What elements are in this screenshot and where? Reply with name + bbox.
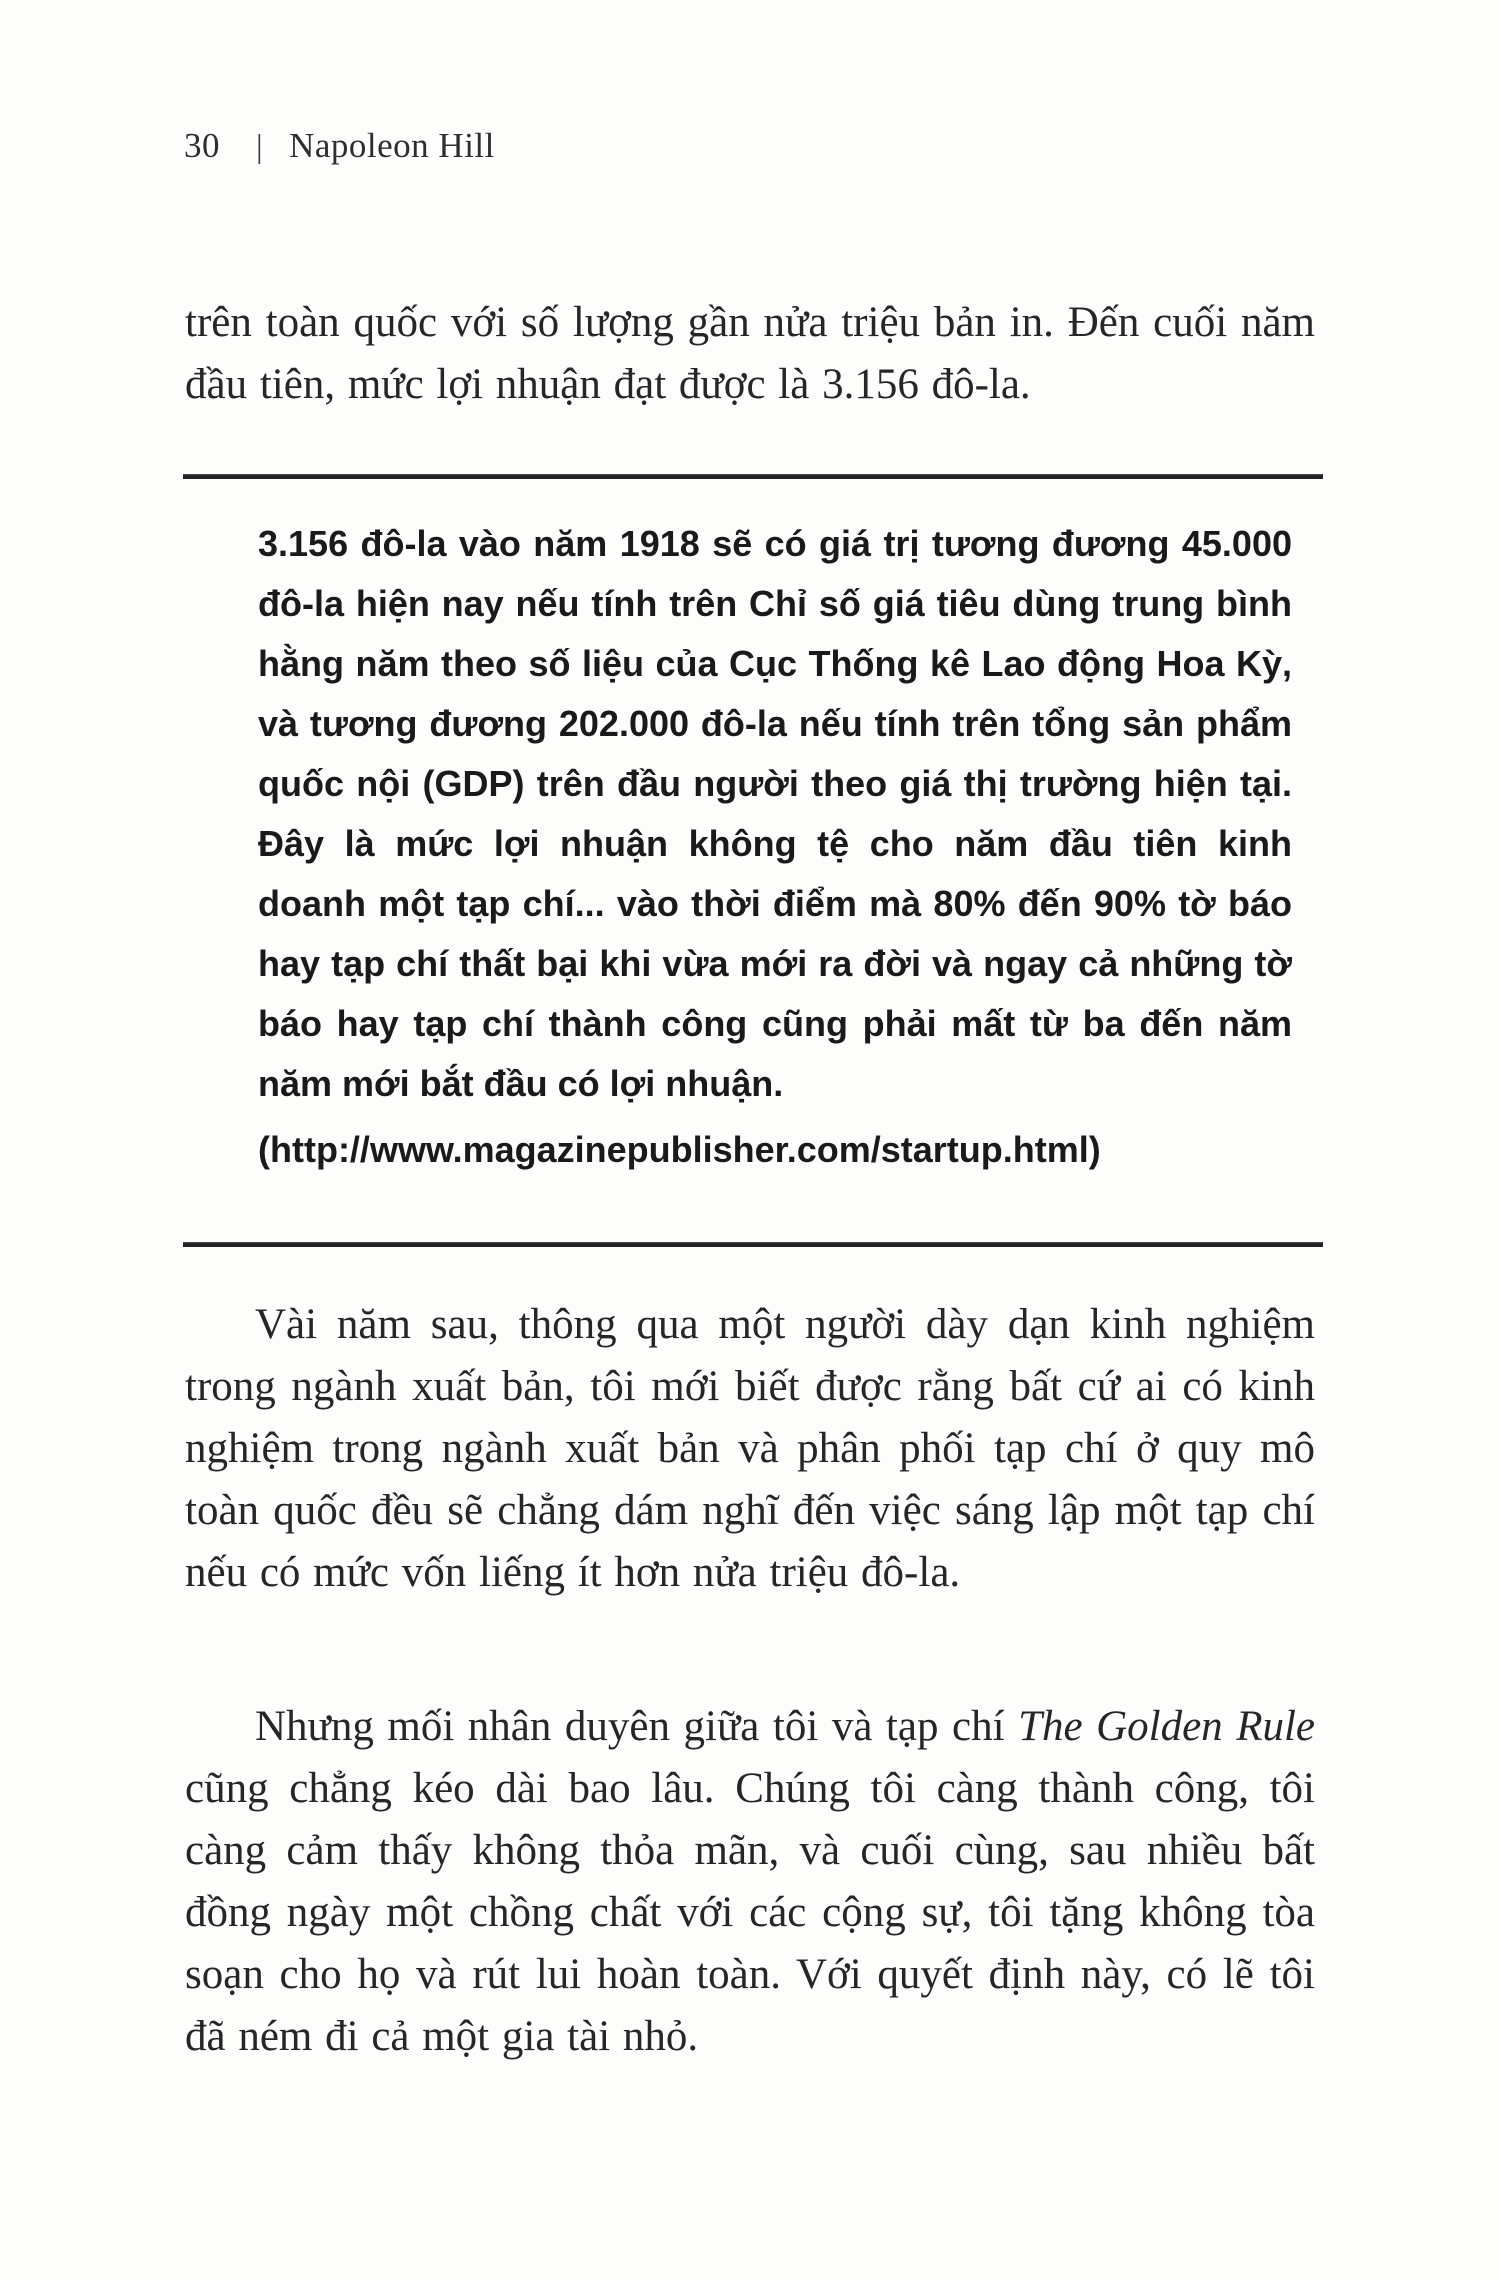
- paragraph-3-before-italic: Nhưng mối nhân duyên giữa tôi và tạp chí: [255, 1703, 1019, 1750]
- divider-bottom: [183, 1242, 1323, 1247]
- divider-top: [183, 474, 1323, 479]
- header-separator: |: [256, 129, 264, 165]
- running-header: [184, 126, 495, 166]
- book-title-italic: The Golden Rule: [1018, 1703, 1316, 1750]
- note-source-url: (http://www.magazinepublisher.com/startup.html): [258, 1129, 1101, 1170]
- paragraph-2: Vài năm sau, thông qua một người dày dạn kinh nghiệm trong ngành xuất bản, tôi mới biết được rằng bất cứ ai có kinh nghiệm trong ngành xuất bản và phân phối tạp chí ở quy mô toàn quốc đều sẽ chẳng dám nghĩ đến việc sáng lập một tạp chí nếu có mức vốn liếng ít hơn nửa triệu đô-la.: [185, 1301, 1315, 1596]
- paragraph-3: [185, 1696, 1315, 2068]
- note-block: [258, 514, 1292, 1180]
- paragraph-3-after-italic: cũng chẳng kéo dài bao lâu. Chúng tôi càng thành công, tôi càng cảm thấy không thỏa mãn, và cuối cùng, sau nhiều bất đồng ngày một chồng chất với các cộng sự, tôi tặng không tòa soạn cho họ và rút lui hoàn toàn. Với quyết định này, có lẽ tôi đã ném đi cả một gia tài nhỏ.: [185, 1765, 1315, 2060]
- note-text: 3.156 đô-la vào năm 1918 sẽ có giá trị tương đương 45.000 đô-la hiện nay nếu tính trên Chỉ số giá tiêu dùng trung bình hằng năm theo số liệu của Cục Thống kê Lao động Hoa Kỳ, và tương đương 202.000 đô-la nếu tính trên tổng sản phẩm quốc nội (GDP) trên đầu người theo giá thị trường hiện tại. Đây là mức lợi nhuận không tệ cho năm đầu tiên kinh doanh một tạp chí... vào thời điểm mà 80% đến 90% tờ báo hay tạp chí thất bại khi vừa mới ra đời và ngay cả những tờ báo hay tạp chí thành công cũng phải mất từ ba đến năm năm mới bắt đầu có lợi nhuận.: [258, 523, 1292, 1104]
- paragraph-1: trên toàn quốc với số lượng gần nửa triệu bản in. Đến cuối năm đầu tiên, mức lợi nhuận đạt được là 3.156 đô-la.: [185, 299, 1315, 408]
- page-number: 30: [184, 126, 220, 165]
- running-title: Napoleon Hill: [289, 126, 495, 165]
